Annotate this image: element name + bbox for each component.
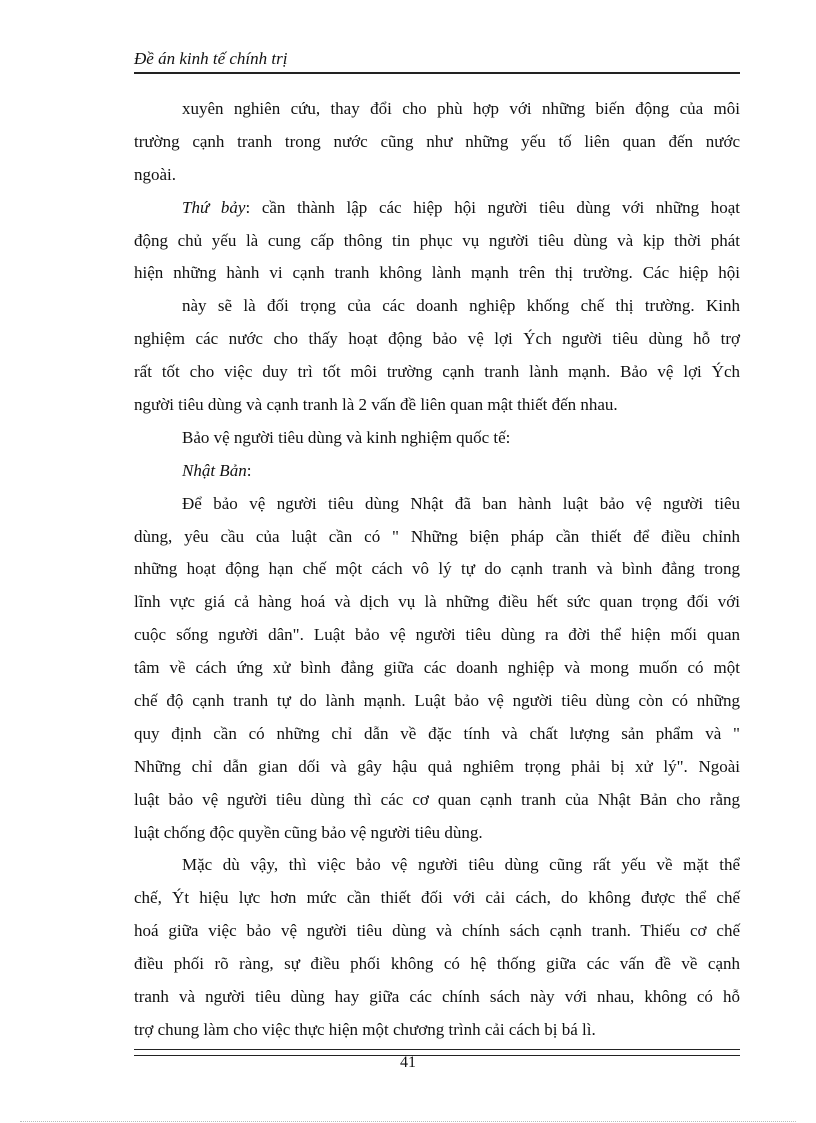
text-line: quy định cần có những chỉ dẫn về đặc tính và chất lượng sản phẩm và " — [134, 723, 740, 743]
text-line: tâm về cách ứng xử bình đẳng giữa các doanh nghiệp và mong muốn có một — [134, 658, 740, 678]
document-body — [134, 92, 740, 1046]
page-number: 41 — [400, 1054, 416, 1071]
page-header — [134, 46, 740, 74]
text-line: Mặc dù vậy, thì việc bảo vệ người tiêu dùng cũng rất yếu về mặt thể — [182, 855, 740, 875]
text-line: động chủ yếu là cung cấp thông tin phục vụ người tiêu dùng và kịp thời phát — [134, 230, 740, 250]
text-line: nghiệm các nước cho thấy hoạt động bảo vệ lợi Ých người tiêu dùng hỗ trợ — [134, 329, 740, 349]
page-edge-dotted-line — [20, 1121, 796, 1122]
colon: : — [246, 460, 252, 480]
text-line: chế độ cạnh tranh tự do lành mạnh. Luật bảo vệ người tiêu dùng còn có những — [134, 691, 740, 711]
text-line-rest: cần thành lập các hiệp hội người tiêu dùng với những hoạt — [261, 197, 740, 217]
text-line: luật chống độc quyền cũng bảo vệ người tiêu dùng. — [134, 822, 483, 842]
text-line: rất tốt cho việc duy trì tốt môi trường cạnh tranh lành mạnh. Bảo vệ lợi Ých — [134, 362, 740, 382]
text-line: cuộc sống người dân". Luật bảo vệ người tiêu dùng ra đời thể hiện mối quan — [134, 625, 740, 645]
text-line: chế, Ýt hiệu lực hơn mức cần thiết đối với cải cách, do không được thể chế — [134, 888, 740, 908]
text-line: xuyên nghiên cứu, thay đổi cho phù hợp với những biến động của môi — [182, 99, 740, 118]
nhat-ban-heading: Nhật Bản — [182, 460, 247, 480]
text-line: hoá giữa việc bảo vệ người tiêu dùng và chính sách cạnh tranh. Thiếu cơ chế — [134, 921, 740, 941]
text-line: điều phối rõ ràng, sự điều phối không có hệ thống giữa các vấn đề về cạnh — [134, 954, 740, 974]
text-line: Những chỉ dẫn gian dối và gây hậu quả nghiêm trọng phải bị xử lý". Ngoài — [134, 756, 740, 776]
text-line: tranh và người tiêu dùng hay giữa các chính sách này với nhau, không có hỗ — [134, 987, 740, 1007]
text-line: Bảo vệ người tiêu dùng và kinh nghiệm quốc tế: — [182, 427, 511, 447]
text-line: trợ chung làm cho việc thực hiện một chương trình cải cách bị bá lì. — [134, 1019, 596, 1039]
text-line: người tiêu dùng và cạnh tranh là 2 vấn đề liên quan mật thiết đến nhau. — [134, 395, 618, 415]
text-line: luật bảo vệ người tiêu dùng thì các cơ quan cạnh tranh của Nhật Bản cho rằng — [134, 789, 740, 809]
text-line: dùng, yêu cầu của luật cần có " Những biện pháp cần thiết để điều chỉnh — [134, 526, 740, 546]
text-line: lĩnh vực giá cả hàng hoá và dịch vụ là những điều hết sức quan trọng đối với — [134, 592, 740, 612]
header-title: Đề án kinh tế chính trị — [134, 49, 288, 68]
text-line: hiện những hành vi cạnh tranh không lành mạnh trên thị trường. Các hiệp hội — [134, 263, 740, 283]
colon: : — [245, 197, 251, 217]
text-line: ngoài. — [134, 164, 177, 184]
text-line — [134, 454, 740, 487]
text-line: Để bảo vệ người tiêu dùng Nhật đã ban hành luật bảo vệ người tiêu — [182, 493, 740, 513]
text-line: này sẽ là đối trọng của các doanh nghiệp khống chế thị trường. Kinh — [182, 296, 740, 316]
thu-bay-label: Thứ bảy — [182, 197, 246, 217]
text-line: những hoạt động hạn chế một cách vô lý tự do cạnh tranh và bình đẳng trong — [134, 559, 740, 579]
text-line: trường cạnh tranh trong nước cũng như những yếu tố liên quan đến nước — [134, 131, 740, 151]
text-line — [134, 191, 740, 224]
